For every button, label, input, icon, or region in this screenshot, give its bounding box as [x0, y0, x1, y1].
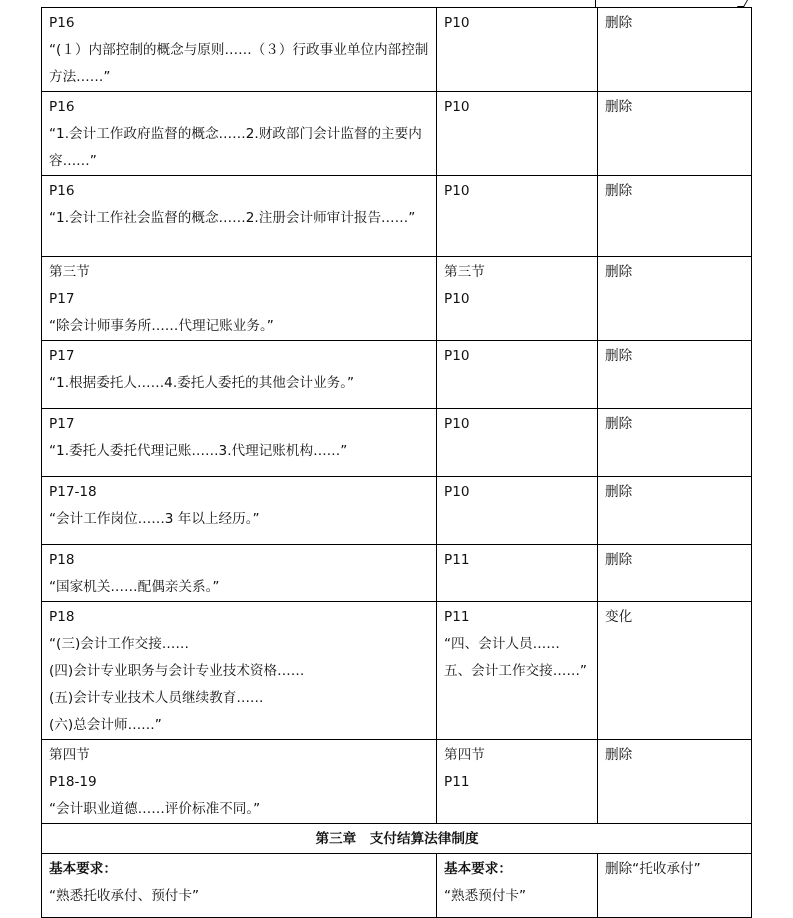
original-page: P16	[49, 183, 75, 199]
change-type: 删除“托收承付”	[605, 861, 701, 877]
original-quote: “1.委托人委托代理记账……3.代理记账机构……”	[49, 443, 348, 459]
table-row	[42, 477, 752, 545]
table-row	[42, 8, 752, 92]
change-cell	[598, 602, 752, 740]
original-cell	[42, 854, 437, 918]
revised-section: 第四节	[444, 747, 485, 763]
revised-quote-line: 五、会计工作交接……”	[444, 663, 587, 679]
revised-page: P10	[444, 416, 470, 432]
change-type: 删除	[605, 484, 633, 500]
revised-cell	[437, 740, 598, 824]
revised-section: 第三节	[444, 264, 485, 280]
revised-page: P10	[444, 99, 470, 115]
table-row	[42, 257, 752, 341]
original-section: 第四节	[49, 747, 90, 763]
revised-cell	[437, 341, 598, 409]
change-cell	[598, 341, 752, 409]
change-type: 变化	[605, 609, 633, 625]
original-page: P17	[49, 416, 75, 432]
original-cell	[42, 545, 437, 602]
change-type: 删除	[605, 416, 633, 432]
revised-cell	[437, 176, 598, 257]
revised-cell	[437, 854, 598, 918]
change-cell	[598, 8, 752, 92]
change-type: 删除	[605, 747, 633, 763]
original-cell	[42, 257, 437, 341]
original-quote: “1.会计工作政府监督的概念……2.财政部门会计监督的主要内容……”	[49, 126, 422, 169]
original-page: P18-19	[49, 774, 97, 790]
revised-cell	[437, 92, 598, 176]
original-quote: “1.会计工作社会监督的概念……2.注册会计师审计报告……”	[49, 210, 416, 226]
change-type: 删除	[605, 99, 633, 115]
original-cell	[42, 740, 437, 824]
header-fragment	[737, 0, 748, 7]
table-row	[42, 602, 752, 740]
revised-cell	[437, 8, 598, 92]
table-row	[42, 176, 752, 257]
change-cell	[598, 477, 752, 545]
revised-page: P11	[444, 552, 470, 568]
revised-page: P10	[444, 15, 470, 31]
table-row	[42, 409, 752, 477]
change-type: 删除	[605, 15, 633, 31]
change-type: 删除	[605, 264, 633, 280]
original-page: P17	[49, 348, 75, 364]
chapter-heading-row	[42, 824, 752, 854]
original-page: P17-18	[49, 484, 97, 500]
revised-cell	[437, 477, 598, 545]
original-page: P17	[49, 291, 75, 307]
table-row	[42, 341, 752, 409]
revised-page: P11	[444, 774, 470, 790]
original-cell	[42, 602, 437, 740]
revised-cell	[437, 257, 598, 341]
chapter-heading: 第三章 支付结算法律制度	[42, 824, 752, 854]
change-cell	[598, 545, 752, 602]
original-page: P16	[49, 15, 75, 31]
header-fragment	[595, 0, 596, 7]
revised-quote-line: “四、会计人员……	[444, 636, 560, 652]
revised-cell	[437, 409, 598, 477]
change-cell	[598, 176, 752, 257]
change-cell	[598, 409, 752, 477]
original-quote: “会计职业道德……评价标准不同。”	[49, 801, 261, 817]
original-cell	[42, 477, 437, 545]
revised-cell	[437, 545, 598, 602]
original-quote-line: (五)会计专业技术人员继续教育……	[49, 690, 264, 706]
original-page: P16	[49, 99, 75, 115]
change-cell	[598, 92, 752, 176]
comparison-table	[41, 7, 752, 918]
revised-cell	[437, 602, 598, 740]
original-page: P18	[49, 552, 75, 568]
revised-page: P10	[444, 348, 470, 364]
original-quote: “(１）内部控制的概念与原则……（３）行政事业单位内部控制方法……”	[49, 42, 429, 85]
original-quote-line: (四)会计专业职务与会计专业技术资格……	[49, 663, 305, 679]
original-quote-line: (六)总会计师……”	[49, 717, 162, 733]
original-cell	[42, 92, 437, 176]
revised-page: P10	[444, 291, 470, 307]
original-requirements-label: 基本要求：	[49, 861, 117, 877]
revised-requirements-label: 基本要求：	[444, 861, 512, 877]
original-section: 第三节	[49, 264, 90, 280]
change-cell	[598, 854, 752, 918]
original-quote: “国家机关……配偶亲关系。”	[49, 579, 220, 595]
original-cell	[42, 341, 437, 409]
original-quote: “1.根据委托人……4.委托人委托的其他会计业务。”	[49, 375, 355, 391]
original-cell	[42, 409, 437, 477]
original-requirements-text: “熟悉托收承付、预付卡”	[49, 888, 200, 904]
table-row	[42, 92, 752, 176]
original-quote: “会计工作岗位……3 年以上经历。”	[49, 511, 260, 527]
change-type: 删除	[605, 552, 633, 568]
original-quote-line: “(三)会计工作交接……	[49, 636, 189, 652]
table-row	[42, 854, 752, 918]
revised-page: P10	[444, 484, 470, 500]
table-row	[42, 545, 752, 602]
original-quote: “除会计师事务所……代理记账业务。”	[49, 318, 274, 334]
revised-page: P11	[444, 609, 470, 625]
revised-page: P10	[444, 183, 470, 199]
change-cell	[598, 740, 752, 824]
original-cell	[42, 176, 437, 257]
change-cell	[598, 257, 752, 341]
change-type: 删除	[605, 183, 633, 199]
original-cell	[42, 8, 437, 92]
original-page: P18	[49, 609, 75, 625]
change-type: 删除	[605, 348, 633, 364]
table-row	[42, 740, 752, 824]
revised-requirements-text: “熟悉预付卡”	[444, 888, 527, 904]
